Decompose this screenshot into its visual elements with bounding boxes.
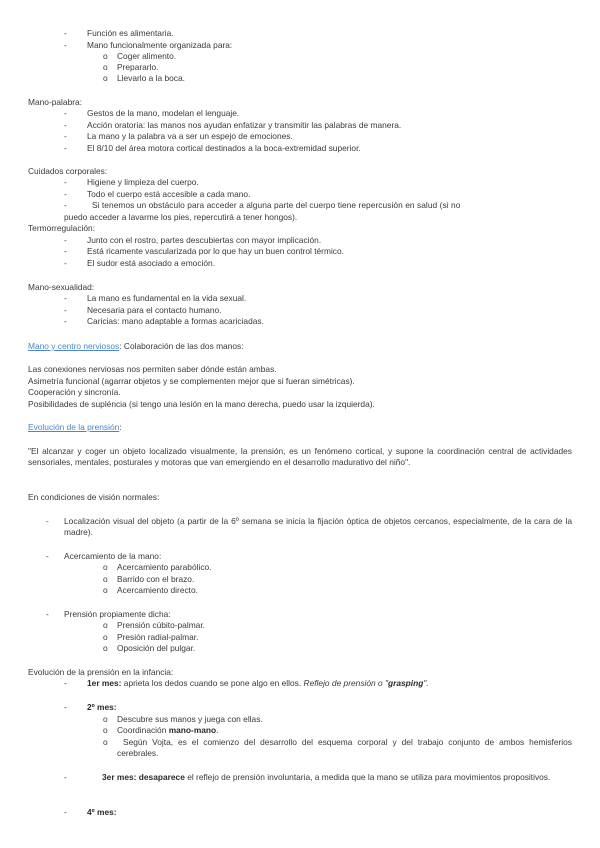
sub-item-text: Coordinación — [117, 725, 169, 735]
sub-item: Según Vojta, es el comienzo del desarrollo del esquema corporal y del trabajo conjunto de ambos hemisferios cerebrales. — [117, 737, 572, 759]
sub-item-bold: mano-mano — [168, 725, 217, 735]
section-heading: Mano-palabra: — [28, 97, 83, 107]
sub-bullet: o — [103, 62, 108, 72]
list-dash: - — [46, 551, 49, 561]
section-heading: Mano-sexualidad: — [28, 282, 95, 292]
list-item: El sudor está asociado a emoción. — [87, 258, 216, 268]
sub-bullet: o — [103, 73, 108, 83]
list-item-month-3 — [64, 772, 572, 783]
sub-item-end: . — [216, 725, 219, 735]
sub-bullet: o — [103, 51, 108, 61]
list-item: Mano funcionalmente organizada para: — [87, 40, 233, 50]
paragraph-line: Asimetría funcional (agarrar objetos y se complementen mejor que si fueran simétricas). — [28, 376, 355, 386]
list-dash: - — [64, 246, 67, 256]
list-item: Necesaria para el contacto humano. — [87, 305, 222, 315]
list-item: El 8/10 del área motora cortical destinados a la boca-extremidad superior. — [87, 143, 361, 153]
sub-bullet: o — [103, 714, 108, 724]
list-item: Todo el cuerpo está accesible a cada mano. — [87, 189, 251, 199]
list-item: Higiene y limpieza del cuerpo. — [87, 177, 199, 187]
list-dash: - — [64, 258, 67, 268]
list-dash: - — [64, 28, 67, 38]
list-dash: - — [64, 143, 67, 153]
list-item-month-2 — [87, 702, 117, 713]
sub-bullet: o — [103, 737, 108, 747]
sub-item: Acercamiento parabólico. — [117, 562, 212, 572]
list-dash: - — [64, 40, 67, 50]
list-dash: - — [46, 516, 49, 526]
sub-item — [117, 725, 218, 736]
list-dash: - — [64, 807, 67, 817]
quote-paragraph: "El alcanzar y coger un objeto localizado visualmente, la prensión, es un fenómeno cortical, y supone la coordinación central de actividades sensoriales, mentales, posturales y motoras que van emergiendo en el desarrollo madurativo del niño". — [28, 446, 572, 468]
sub-bullet: o — [103, 562, 108, 572]
list-item: Prensión propiamente dicha: — [64, 609, 171, 619]
sub-item: Acercamiento directo. — [117, 585, 198, 595]
centro-link[interactable]: Mano y centro nerviosos — [28, 341, 120, 351]
section-heading: Termorregulación: — [28, 223, 96, 233]
month-label: 4º mes: — [87, 807, 117, 817]
section-heading-evolucion — [28, 422, 122, 433]
paragraph-line: Las conexiones nerviosas nos permiten saber dónde están ambas. — [28, 364, 277, 374]
list-item: Caricias: mano adaptable a formas acariciadas. — [87, 316, 264, 326]
section-heading-centro — [28, 341, 244, 352]
sub-item: Barrido con el brazo. — [117, 574, 195, 584]
list-item: Localización visual del objeto (a partir de la 6º semana se inicia la fijación óptica de objetos cercanos, especialmente, de la cara de la madre). — [64, 516, 572, 538]
sub-item: Descubre sus manos y juega con ellas. — [117, 714, 263, 724]
list-dash: - — [64, 177, 67, 187]
month-label: 2º mes: — [87, 702, 117, 712]
list-dash: - — [64, 200, 67, 210]
evolucion-colon: : — [119, 422, 122, 432]
list-item: La mano es fundamental en la vida sexual. — [87, 293, 247, 303]
sub-bullet: o — [103, 725, 108, 735]
centro-heading-rest: : Colaboración de las dos manos: — [119, 341, 244, 351]
sub-bullet: o — [103, 632, 108, 642]
sub-bullet: o — [103, 574, 108, 584]
list-dash: - — [64, 235, 67, 245]
list-item: Si tenemos un obstáculo para acceder a alguna parte del cuerpo tiene repercusión en salud (si no — [92, 200, 461, 210]
list-item: Acercamiento de la mano: — [64, 551, 162, 561]
list-item: Está ricamente vascularizada por lo que hay un buen control térmico. — [87, 246, 344, 256]
sub-bullet: o — [103, 643, 108, 653]
sub-bullet: o — [103, 620, 108, 630]
month-label: 1er mes: — [87, 678, 122, 688]
list-item-month-1 — [87, 678, 429, 689]
list-item-continuation: puedo acceder a lavarme los pies, repercutirá a tener hongos). — [64, 212, 298, 222]
list-dash: - — [64, 678, 67, 688]
list-dash: - — [64, 131, 67, 141]
list-item: Función es alimentaria. — [87, 28, 174, 38]
list-item: Acción oratoria: las manos nos ayudan enfatizar y transmitir las palabras de manera. — [87, 120, 402, 130]
month-text: aprieta los dedos cuando se pone algo en ellos. — [121, 678, 304, 688]
sub-item: Presión radial-palmar. — [117, 632, 199, 642]
month-bold-italic: grasping — [387, 678, 424, 688]
list-dash: - — [64, 316, 67, 326]
paragraph-line: Posibilidades de supléncia (si tengo una lesión en la mano derecha, puedo usar la izquierda). — [28, 399, 375, 409]
month-italic: Reflejo de prensión o " — [303, 678, 388, 688]
sub-bullet: o — [103, 585, 108, 595]
month-italic-end: ". — [423, 678, 429, 688]
evolucion-link[interactable]: Evolución de la prensión — [28, 422, 120, 432]
sub-item: Llevarlo a la boca. — [117, 73, 185, 83]
list-dash: - — [64, 772, 67, 782]
list-dash: - — [64, 293, 67, 303]
sub-item: Prepararlo. — [117, 62, 159, 72]
list-item: Gestos de la mano, modelan el lenguaje. — [87, 108, 240, 118]
list-dash: - — [64, 108, 67, 118]
paragraph-line: Cooperación y sincronía. — [28, 387, 121, 397]
list-item-month-4 — [87, 807, 117, 818]
sub-item: Oposición del pulgar. — [117, 643, 196, 653]
section-heading: Cuidados corporales: — [28, 166, 108, 176]
list-dash: - — [64, 305, 67, 315]
list-dash: - — [64, 189, 67, 199]
month-text: el reflejo de prensión involuntaria, a medida que la mano se utiliza para movimientos propositivos. — [184, 772, 551, 782]
list-item: La mano y la palabra va a ser un espejo de emociones. — [87, 131, 293, 141]
paragraph-line: En condiciones de visión normales: — [28, 492, 160, 502]
sub-item: Coger alimento. — [117, 51, 177, 61]
list-dash: - — [46, 609, 49, 619]
list-dash: - — [64, 120, 67, 130]
section-heading: Evolución de la prensión en la infancia: — [28, 667, 174, 677]
list-item: Junto con el rostro, partes descubiertas con mayor implicación. — [87, 235, 322, 245]
month-label: 3er mes: desaparece — [102, 772, 185, 782]
sub-item: Prensión cúbito-palmar. — [117, 620, 205, 630]
list-dash: - — [64, 702, 67, 712]
